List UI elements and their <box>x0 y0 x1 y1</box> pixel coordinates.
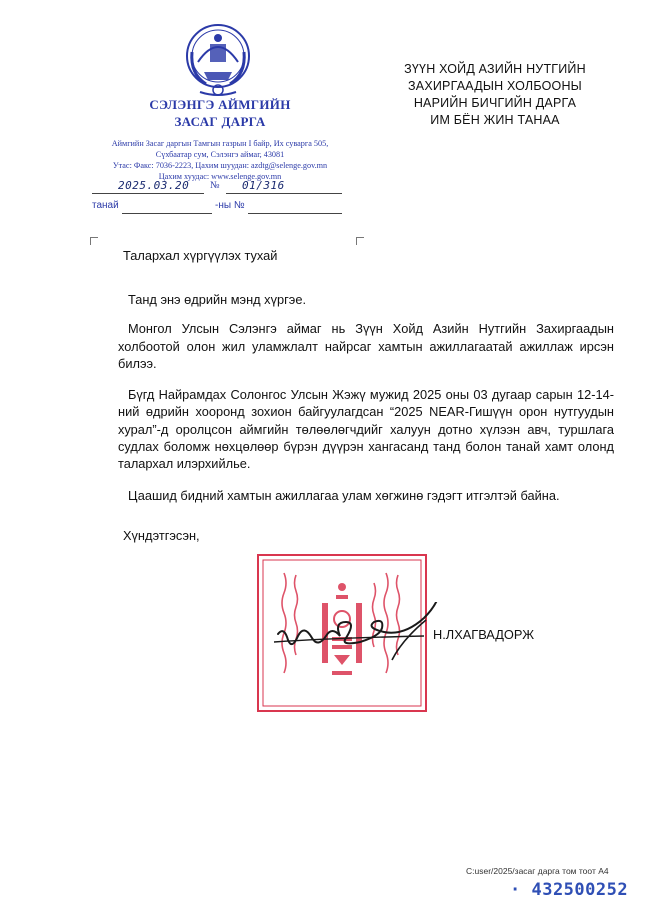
contact-line3: Утас: Факс: 7036-2223, Цахим шуудан: azdtg@selenge.gov.mn <box>112 161 328 170</box>
signer-name: Н.ЛХАГВАДОРЖ <box>433 627 535 642</box>
org-name-line1: СЭЛЭНГЭ АЙМГИЙН <box>149 97 291 112</box>
letter-subject: Талархал хүргүүлэх тухай <box>123 248 278 263</box>
paragraph-1: Монгол Улсын Сэлэнгэ аймаг нь Зүүн Хойд Азийн Нутгийн Захиргаадын холбоотой олон жил уламжлалт найрсаг хамтын ажиллагаатай ажиллаж ирсэн билээ. <box>118 321 614 371</box>
contact-line4: Цахим хуудас: www.selenge.gov.mn <box>158 172 282 181</box>
number-symbol: № <box>210 180 220 191</box>
date-line <box>92 193 204 194</box>
tanai-label: танай <box>92 200 119 211</box>
tanai-line <box>122 213 212 214</box>
addressee-block <box>400 61 590 129</box>
contact-line2: Сүхбаатар сум, Сэлэнгэ аймаг, 43081 <box>155 150 285 159</box>
handwritten-number: 01/316 <box>242 179 285 192</box>
corner-mark-right <box>356 237 364 245</box>
number-line <box>226 193 342 194</box>
tanai-number-line <box>248 213 342 214</box>
paragraph-3: Цаашид бидний хамтын ажиллагаа улам хөгжинө гэдэгт итгэлтэй байна. <box>128 487 560 503</box>
outgoing-reference-row <box>92 180 342 196</box>
organization-contact-info <box>70 138 370 182</box>
corner-mark-left <box>90 237 98 245</box>
addressee-line1: ЗҮҮН ХОЙД АЗИЙН НУТГИЙН <box>404 62 586 76</box>
closing: Хүндэтгэсэн, <box>123 528 200 543</box>
signature <box>272 602 452 662</box>
tanai-number-label: -ны № <box>215 200 245 211</box>
paragraph-2: Бүгд Найрамдах Солонгос Улсын Жэжү мужид 2025 оны 03 дугаар сарын 12-14-ний өдрийн хооронд зохион байгуулагдсан “2025 NEAR-Гишүүн орон нутгуудын хурал”-д оролцсон аймгийн төлөөлөгчдийг халуун дотно хүлээн авч, туршлага судлах боломж нөхцөлөөр бүрэн дүүрэн хангасанд танд болон танай хамт олонд талархал илэрхийлье. <box>118 387 614 472</box>
letter-body <box>118 291 614 518</box>
document-code: · 432500252 <box>510 880 629 900</box>
greeting: Танд энэ өдрийн мэнд хүргэе. <box>128 292 307 307</box>
handwritten-date: 2025.03.20 <box>118 179 190 192</box>
organization-name <box>70 96 370 130</box>
org-name-line2: ЗАСАГ ДАРГА <box>174 114 266 129</box>
addressee-line4: ИМ БЁН ЖИН ТАНАА <box>430 113 560 127</box>
file-path: C:user/2025/засаг дарга том тоот А4 <box>466 866 609 876</box>
addressee-line3: НАРИЙН БИЧГИЙН ДАРГА <box>413 96 577 110</box>
addressee-line2: ЗАХИРГААДЫН ХОЛБООНЫ <box>408 79 582 93</box>
incoming-reference-row <box>92 200 342 216</box>
contact-line1: Аймгийн Засаг даргын Тамгын газрын I байр, Их суварга 505, <box>111 139 329 148</box>
state-emblem-icon <box>184 22 252 98</box>
